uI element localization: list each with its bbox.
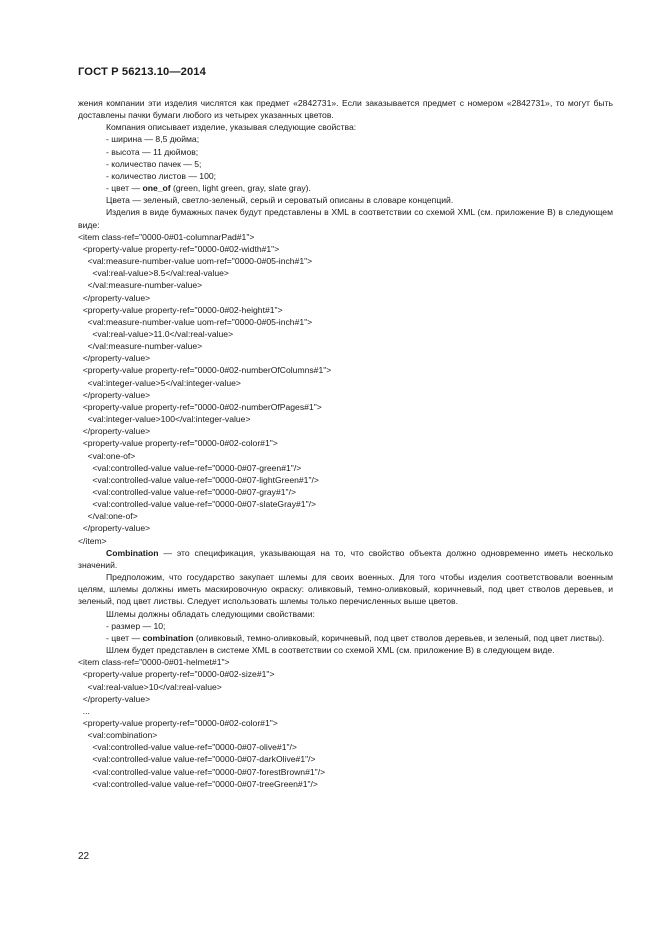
term-one-of: one_of — [142, 183, 171, 194]
xml-code-block-paper — [78, 231, 613, 547]
code-line: <val:measure-number-value uom-ref="0000-0#05-inch#1"> — [78, 256, 313, 267]
code-line: <val:controlled-value value-ref="0000-0#07-olive#1"/> — [78, 742, 297, 753]
code-line: ... — [78, 705, 90, 716]
code-line: <property-value property-ref="0000-0#02-size#1"> — [78, 669, 275, 680]
paragraph: жения компании эти изделия числятся как предмет «2842731». Если заказывается предмет с номером «2842731», то могут быть доставлены пачки бумаги любого из четырех указанных цветов. — [78, 98, 613, 121]
code-line: <property-value property-ref="0000-0#02-width#1"> — [78, 243, 280, 254]
paragraph: Цвета — зеленый, светло-зеленый, серый и сероватый описаны в словаре концепций. — [106, 195, 454, 206]
code-line: <property-value property-ref="0000-0#02-color#1"> — [78, 438, 278, 449]
code-line: <property-value property-ref="0000-0#02-numberOfColumns#1"> — [78, 365, 332, 376]
code-line: <val:real-value>8.5</val:real-value> — [78, 268, 229, 279]
paragraph: Компания описывает изделие, указывая следующие свойства: — [106, 122, 357, 133]
code-line: </val:measure-number-value> — [78, 341, 203, 352]
code-line: <property-value property-ref="0000-0#02-numberOfPages#1"> — [78, 401, 322, 412]
code-line: <val:real-value>10</val:real-value> — [78, 681, 222, 692]
code-line: </item> — [78, 535, 107, 546]
code-line: <val:integer-value>5</val:integer-value> — [78, 377, 241, 388]
code-line: <item class-ref="0000-0#01-helmet#1"> — [78, 657, 230, 668]
list-item: - количество листов — 100; — [106, 170, 217, 181]
page-body — [78, 97, 613, 790]
xml-code-block-helmet — [78, 656, 613, 790]
code-line: <val:controlled-value value-ref="0000-0#07-gray#1"/> — [78, 487, 296, 497]
paragraph: Шлемы должны обладать следующими свойствами: — [106, 608, 315, 619]
paragraph: Combination — это спецификация, указывающая на то, что свойство объекта должно одновременно иметь несколько значений. — [78, 547, 613, 570]
code-line: </property-value> — [78, 426, 151, 437]
code-line: </val:measure-number-value> — [78, 280, 203, 291]
code-line: </property-value> — [78, 353, 151, 364]
paragraph: Шлем будет представлен в системе XML в соответствии со схемой XML (см. приложение В) в следующем виде. — [106, 645, 555, 656]
code-line: <val:integer-value>100</val:integer-value> — [78, 414, 251, 425]
list-item: - цвет — combination (оливковый, темно-оливковый, коричневый, под цвет стволов деревьев, и зеленый, под цвет листвы). — [106, 632, 605, 643]
code-line: <val:measure-number-value uom-ref="0000-0#05-inch#1"> — [78, 316, 313, 327]
code-line: <val:controlled-value value-ref="0000-0#07-treeGreen#1"/> — [78, 778, 318, 789]
term-combination: Combination — [106, 547, 159, 558]
code-line: <val:combination> — [78, 730, 158, 741]
paragraph: Предположим, что государство закупает шлемы для своих военных. Для того чтобы изделия соответствовали военным целям, шлемы должны иметь маскировочную окраску: оливковый, темно-оливковый, коричневый, под цвет стволов деревьев, и зеленый, под цвет листвы. Следует использовать шлемы только перечисленных выше цветов. — [78, 572, 613, 607]
code-line: <val:controlled-value value-ref="0000-0#07-lightGreen#1"/> — [78, 474, 319, 485]
code-line: <val:real-value>11.0</val:real-value> — [78, 328, 234, 339]
code-line: </property-value> — [78, 693, 151, 704]
list-item: - цвет — one_of (green, light green, gray, slate gray). — [106, 183, 311, 194]
code-line: <item class-ref="0000-0#01-columnarPad#1"> — [78, 231, 255, 242]
code-line: <val:controlled-value value-ref="0000-0#07-slateGray#1"/> — [78, 499, 317, 510]
code-line: <val:controlled-value value-ref="0000-0#07-darkOlive#1"/> — [78, 754, 316, 765]
term-combination-inline: combination — [142, 632, 194, 643]
property-list — [78, 133, 613, 194]
paragraph: Изделия в виде бумажных пачек будут представлены в XML в соответствии со схемой XML (см. приложение В) в следующем виде: — [78, 207, 613, 230]
page-number: 22 — [78, 851, 90, 862]
list-item: - высота — 11 дюймов; — [106, 146, 199, 157]
code-line: </property-value> — [78, 523, 151, 534]
document-header: ГОСТ Р 56213.10—2014 — [78, 66, 206, 78]
code-line: <val:controlled-value value-ref="0000-0#07-green#1"/> — [78, 462, 302, 473]
code-line: </val:one-of> — [78, 511, 138, 522]
list-item: - количество пачек — 5; — [106, 158, 202, 169]
code-line: <val:controlled-value value-ref="0000-0#07-forestBrown#1"/> — [78, 766, 326, 777]
code-line: </property-value> — [78, 389, 151, 400]
list-item: - размер — 10; — [106, 620, 166, 631]
list-item: - ширина — 8,5 дюйма; — [106, 134, 200, 145]
code-line: <property-value property-ref="0000-0#02-color#1"> — [78, 717, 278, 728]
code-line: </property-value> — [78, 292, 151, 303]
code-line: <property-value property-ref="0000-0#02-height#1"> — [78, 304, 283, 315]
code-line: <val:one-of> — [78, 450, 136, 461]
